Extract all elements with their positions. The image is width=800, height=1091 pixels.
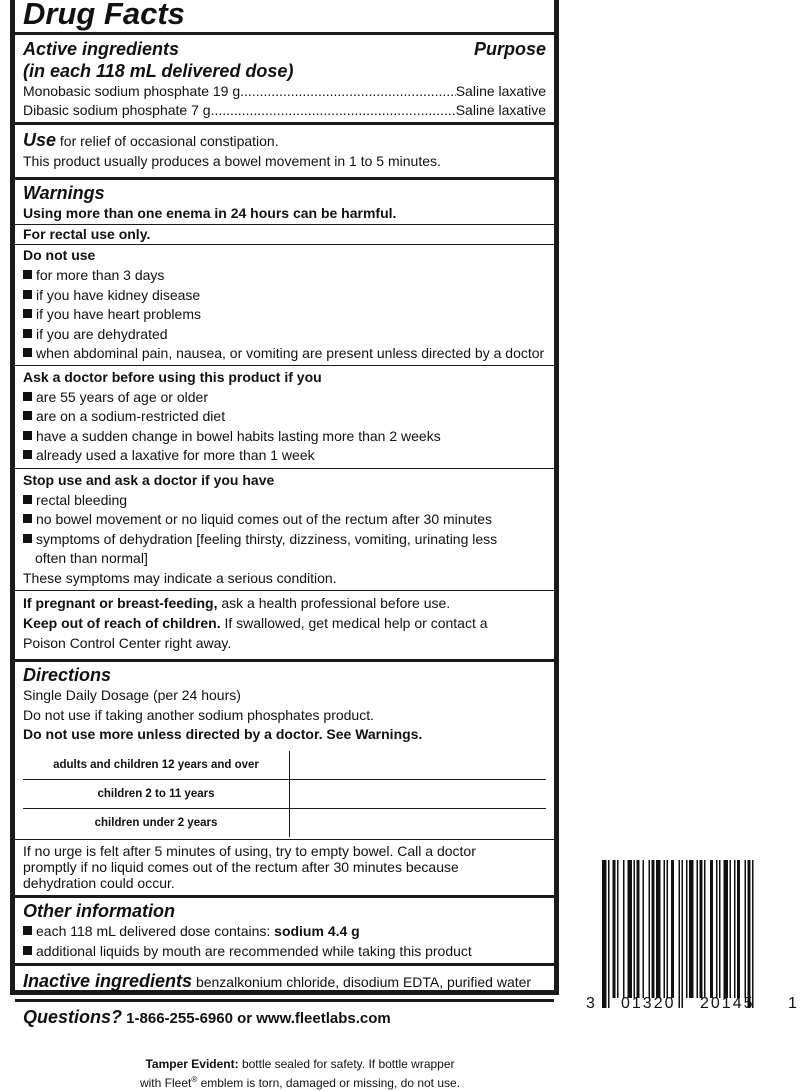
ingredient-row bbox=[23, 101, 546, 120]
barcode-bar bbox=[730, 860, 732, 998]
use-text-2: This product usually produces a bowel movement in 1 to 5 minutes. bbox=[23, 152, 441, 169]
ask-doctor-header: Ask a doctor before using this product if you bbox=[23, 368, 322, 385]
pregnancy-block bbox=[15, 590, 554, 659]
reach-text-2: Poison Control Center right away. bbox=[23, 634, 232, 651]
dosage-amount bbox=[290, 809, 547, 838]
tamper-bold: Tamper Evident: bbox=[145, 1057, 239, 1071]
dosage-group: adults and children 12 years and over bbox=[23, 751, 290, 780]
barcode-bar bbox=[617, 860, 619, 998]
list-item: no bowel movement or no liquid comes out of the rectum after 30 minutes bbox=[23, 510, 546, 530]
inactive-text: benzalkonium chloride, disodium EDTA, purified water bbox=[192, 974, 532, 991]
barcode-bar bbox=[637, 860, 640, 998]
barcode-bar bbox=[679, 860, 681, 1008]
barcode-bar bbox=[737, 860, 740, 998]
barcode-bar bbox=[643, 860, 645, 998]
directions-after: promptly if no liquid comes out of the rectum after 30 minutes because bbox=[23, 859, 459, 876]
title-section bbox=[15, 0, 554, 35]
inactive-header: Inactive ingredients bbox=[23, 971, 193, 992]
directions-line: Do not use more unless directed by a doctor. See Warnings. bbox=[23, 726, 423, 743]
dosage-group: children under 2 years bbox=[23, 809, 290, 838]
barcode-bar bbox=[719, 860, 721, 998]
barcode-bar bbox=[710, 860, 713, 998]
warnings-section bbox=[15, 180, 554, 662]
list-item: each 118 mL delivered dose contains: sodium 4.4 g bbox=[23, 922, 546, 942]
active-ingredients-header: Active ingredients bbox=[23, 39, 180, 59]
barcode-bar bbox=[724, 860, 729, 998]
barcode-bars bbox=[602, 860, 754, 1008]
active-subheader: (in each 118 mL delivered dose) bbox=[23, 61, 294, 81]
list-item: if you are dehydrated bbox=[23, 325, 546, 345]
barcode-bar bbox=[602, 860, 607, 1008]
directions-line: Do not use if taking another sodium phosphates product. bbox=[23, 706, 374, 723]
barcode-bar bbox=[689, 860, 694, 998]
warning-line: Using more than one enema in 24 hours can be harmful. bbox=[23, 205, 397, 222]
reach-bold: Keep out of reach of children. bbox=[23, 615, 221, 632]
drug-facts-panel bbox=[10, 0, 559, 1027]
other-information-header: Other information bbox=[23, 901, 175, 922]
barcode-bar bbox=[671, 860, 674, 998]
purpose-header: Purpose bbox=[473, 39, 546, 59]
questions-section bbox=[15, 1002, 554, 1029]
list-item: when abdominal pain, nausea, or vomiting are present unless directed by a doctor bbox=[23, 344, 546, 364]
barcode-digit-left: 3 bbox=[586, 995, 595, 1012]
use-header: Use bbox=[23, 130, 57, 150]
barcode-bar bbox=[686, 860, 688, 998]
list-item: are on a sodium-restricted diet bbox=[23, 407, 546, 427]
dosage-group: children 2 to 11 years bbox=[23, 780, 290, 809]
list-item: for more than 3 days bbox=[23, 266, 546, 286]
list-item: if you have heart problems bbox=[23, 305, 546, 325]
active-ingredients-section bbox=[15, 35, 554, 125]
pregnant-text: ask a health professional before use. bbox=[217, 595, 451, 612]
barcode-bar bbox=[664, 860, 666, 998]
ingredient-name: Dibasic sodium phosphate 7 g bbox=[23, 102, 211, 118]
other-information-section bbox=[15, 898, 554, 966]
tamper-text-2b: emblem is torn, damaged or missing, do not use. bbox=[197, 1076, 461, 1090]
stop-use-header: Stop use and ask a doctor if you have bbox=[23, 471, 275, 488]
barcode-bar bbox=[613, 860, 616, 998]
ingredient-purpose: Saline laxative bbox=[455, 83, 546, 99]
stop-use-block bbox=[15, 468, 554, 591]
registered-mark: ® bbox=[191, 1075, 198, 1084]
drug-facts-title: Drug Facts bbox=[23, 0, 185, 31]
warnings-header: Warnings bbox=[23, 183, 105, 204]
barcode-bar bbox=[623, 860, 625, 998]
dosage-amount bbox=[290, 780, 547, 809]
barcode bbox=[590, 860, 800, 1010]
barcode-digits-group2: 20145 bbox=[700, 995, 755, 1012]
directions-after: If no urge is felt after 5 minutes of using, try to empty bowel. Call a doctor bbox=[23, 843, 476, 860]
list-item: already used a laxative for more than 1 week bbox=[23, 446, 546, 466]
barcode-digits-group1: 01320 bbox=[621, 995, 676, 1012]
directions-line: Single Daily Dosage (per 24 hours) bbox=[23, 687, 241, 704]
directions-after: dehydration could occur. bbox=[23, 875, 175, 892]
table-row bbox=[23, 780, 546, 809]
tamper-text-2a: with Fleet bbox=[139, 1076, 192, 1090]
list-item: if you have kidney disease bbox=[23, 286, 546, 306]
stop-use-note: These symptoms may indicate a serious condition. bbox=[23, 569, 337, 586]
barcode-bar bbox=[628, 860, 633, 998]
barcode-bar bbox=[608, 860, 610, 1008]
ingredient-row bbox=[23, 82, 546, 101]
barcode-bar bbox=[667, 860, 669, 998]
barcode-bar bbox=[704, 860, 706, 998]
barcode-bar bbox=[652, 860, 655, 998]
tamper-evident-notice bbox=[110, 1056, 490, 1091]
ingredient-purpose: Saline laxative bbox=[455, 102, 546, 118]
table-row bbox=[23, 809, 546, 838]
table-row bbox=[23, 751, 546, 780]
barcode-bar bbox=[734, 860, 736, 998]
list-item-continuation: often than normal] bbox=[35, 550, 148, 567]
pregnant-bold: If pregnant or breast-feeding, bbox=[23, 595, 218, 612]
barcode-bar bbox=[716, 860, 718, 998]
barcode-bar bbox=[700, 860, 703, 998]
barcode-bar bbox=[682, 860, 684, 1008]
do-not-use-header: Do not use bbox=[23, 247, 96, 264]
barcode-bar bbox=[656, 860, 661, 998]
barcode-bar bbox=[634, 860, 636, 998]
use-section bbox=[15, 125, 554, 180]
barcode-digit-right: 1 bbox=[788, 995, 797, 1012]
directions-section bbox=[15, 662, 554, 898]
ingredient-name: Monobasic sodium phosphate 19 g bbox=[23, 83, 241, 99]
tamper-text: bottle sealed for safety. If bottle wrapper bbox=[238, 1057, 455, 1071]
list-item: have a sudden change in bowel habits lasting more than 2 weeks bbox=[23, 427, 546, 447]
barcode-bar bbox=[745, 860, 747, 998]
do-not-use-block bbox=[15, 244, 554, 365]
list-item: rectal bleeding bbox=[23, 491, 546, 511]
dosage-amount bbox=[290, 751, 547, 780]
barcode-bar bbox=[697, 860, 699, 998]
inactive-ingredients-section bbox=[15, 966, 554, 1002]
ask-doctor-block bbox=[15, 365, 554, 468]
use-text: for relief of occasional constipation. bbox=[59, 133, 279, 149]
questions-header: Questions? bbox=[23, 1006, 123, 1027]
barcode-bar bbox=[752, 860, 754, 1008]
warning-line: For rectal use only. bbox=[15, 224, 554, 245]
dosage-table bbox=[23, 751, 546, 837]
directions-header: Directions bbox=[23, 665, 112, 686]
list-item: additional liquids by mouth are recommended while taking this product bbox=[23, 942, 546, 962]
questions-contact: 1-866-255-6960 or www.fleetlabs.com bbox=[122, 1009, 391, 1027]
list-item: are 55 years of age or older bbox=[23, 388, 546, 408]
list-item: symptoms of dehydration [feeling thirsty, dizziness, vomiting, urinating less bbox=[23, 530, 546, 550]
reach-text: If swallowed, get medical help or contact a bbox=[220, 615, 488, 632]
barcode-bar bbox=[748, 860, 751, 1008]
barcode-bar bbox=[649, 860, 651, 998]
